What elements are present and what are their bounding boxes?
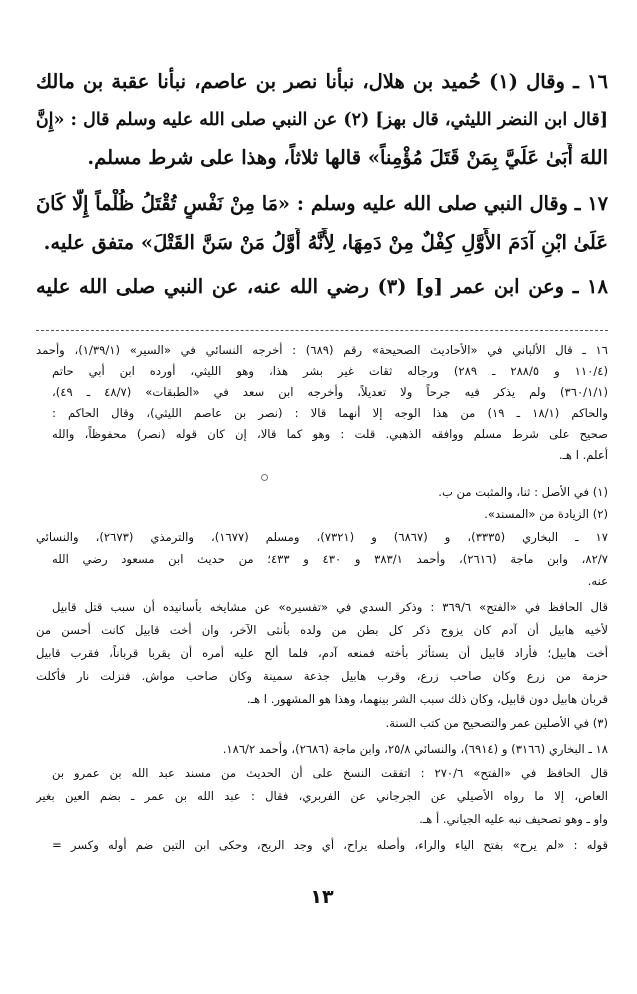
page-number: ١٣	[310, 886, 334, 908]
footnote-line: أعلم. ا هـ.	[558, 448, 608, 462]
footnote-line: ١٨ ـ البخاري (٣١٦٦) و (٦٩١٤)، والنسائي ٢٥/٨، وابن ماجة (٢٦٨٦)، وأحمد ١٨٦/٢.	[222, 742, 608, 756]
footnote-line: قوله : «لم يرح» بفتح الياء والراء، وأصله يراح، أي وجد الريح، وحكى ابن التين ضم أوله وكسر =	[52, 838, 608, 852]
footnote-line: ٨٢/٧، وابن ماجة (٢٦١٦)، وأحمد ٣٨٣/١ و ٤٣٠ و ٤٣٣؛ من حديث ابن مسعود رضي الله	[52, 552, 608, 566]
footnote-line: ١٧ ـ البخاري (٣٣٣٥)، و (٦٨٦٧) و (٧٣٢١)، ومسلم (١٦٧٧)، والترمذي (٢٦٧٣)، والنسائي	[36, 530, 608, 544]
footnote-line: العاص، إلا ما رواه الأصيلي عن الجرجاني عن الفربري، فقال : عبد الله بن عمر ـ بضم العين بغير	[36, 789, 608, 803]
main-text-line: ١٦ ـ وقال (١) حُميد بن هلال، نبأنا نصر بن عاصم، نبأنا عقبة بن مالك	[36, 70, 608, 93]
footnote-line: قال الحافظ في «الفتح» ٢٧٠/٦ : اتفقت النسخ على أن الحديث من مسند عبد الله بن عمرو بن	[52, 766, 608, 780]
footnote-line: والحاكم (١٨/١ ـ ١٩) من هذا الوجه إلا أنهما قالا : (نصر بن عاصم الليثي)، وقال الحاكم :	[52, 406, 608, 420]
printer-dot-mark	[261, 474, 268, 481]
main-text-line: اللهَ أَبَىٰ عَلَيَّ بِمَنْ قَتَلَ مُؤْمِناً» قالها ثلاثاً، وهذا على شرط مسلم.	[87, 146, 608, 169]
footnote-line: حزمة من زرع وكان صاحب زرع، وقرب هابيل جذعة سمينة وكان صاحب مواش. فنزلت نار فأكلت	[36, 669, 608, 683]
main-text-line: [قال ابن النضر الليثي، قال بهز] (٢) عن النبي صلى الله عليه وسلم قال : «إِنَّ	[36, 110, 608, 130]
main-text-line: ١٧ ـ وقال النبي صلى الله عليه وسلم : «مَا مِنْ نَفْسٍ تُقْتَلُ ظُلْماً إِلَّا كَانَ	[36, 192, 608, 215]
main-text-line: ١٨ ـ وعن ابن عمر [و] (٣) رضي الله عنه، عن النبي صلى الله عليه	[36, 275, 608, 298]
footnote-line: واو ـ وهو تصحيف نبه عليه الجياني. أ هـ.	[419, 812, 608, 826]
footnote-line: (٣٦٠/١/١) ولم يذكر فيه جرحاً ولا تعديلاً، وأخرجه ابن سعد في «الطبقات» (٤٨/٧ ـ ٤٩)،	[52, 385, 608, 399]
book-page	[36, 0, 608, 994]
footnote-line: (١) في الأصل : ثنا، والمثبت من ب.	[438, 485, 608, 499]
footnote-line: صحيح على شرط مسلم ووافقه الذهبي. قلت : وهو كما قالا، إن كان قوله (نصر) محفوظاً، والله	[52, 427, 608, 441]
footnote-line: قربان هابيل دون قابيل، وكان ذلك سبب الشر بينهما، وهذا هو المشهور. ا هـ.	[246, 692, 608, 706]
footnote-line: قال الحافظ في «الفتح» ٣٦٩/٦ : وذكر السدي في «تفسيره» عن مشايخه بأسانيده أن سبب قتل قابيل	[52, 600, 608, 614]
footnote-line: (٢) الزيادة من «المسند».	[484, 507, 608, 521]
footnote-line: (٣) في الأصلين عمر والتصحيح من كتب السنة.	[385, 716, 608, 730]
footnote-line: ١٦ ـ قال الألباني في «الأحاديث الصحيحة» رقم (٦٨٩) : أخرجه النسائي في «السير» (١/٣٩/١)، وأحمد	[36, 343, 608, 357]
footnote-line: (١١٠/٤ و ٢٨٨/٥ ـ ٢٨٩) ورجاله ثقات غير بشر هذا، وهو الليثي، أورده ابن أبي حاتم	[52, 364, 608, 378]
footnote-divider	[36, 330, 608, 331]
main-text-line: عَلَىٰ ابْنِ آدَمَ الأَوَّلِ كِفْلٌ مِنْ دَمِهَا، لِأَنَّهُ أَوَّلُ مَنْ سَنَّ القَتْلَ» متفق عليه.	[43, 231, 608, 254]
footnote-line: لأخيه هابيل أن آدم كان يزوج ذكر كل بطن من ولده بأنثى الآخر، وان أخت قابيل كانت أحسن من	[36, 623, 608, 637]
footnote-line: أخت هابيل؛ فأراد قابيل أن يستأثر بأخته فمنعه آدم، فلما ألح عليه أمره أن يقربا قرباناً، فقرب قابيل	[36, 646, 608, 660]
footnote-line: عنه.	[587, 574, 608, 588]
